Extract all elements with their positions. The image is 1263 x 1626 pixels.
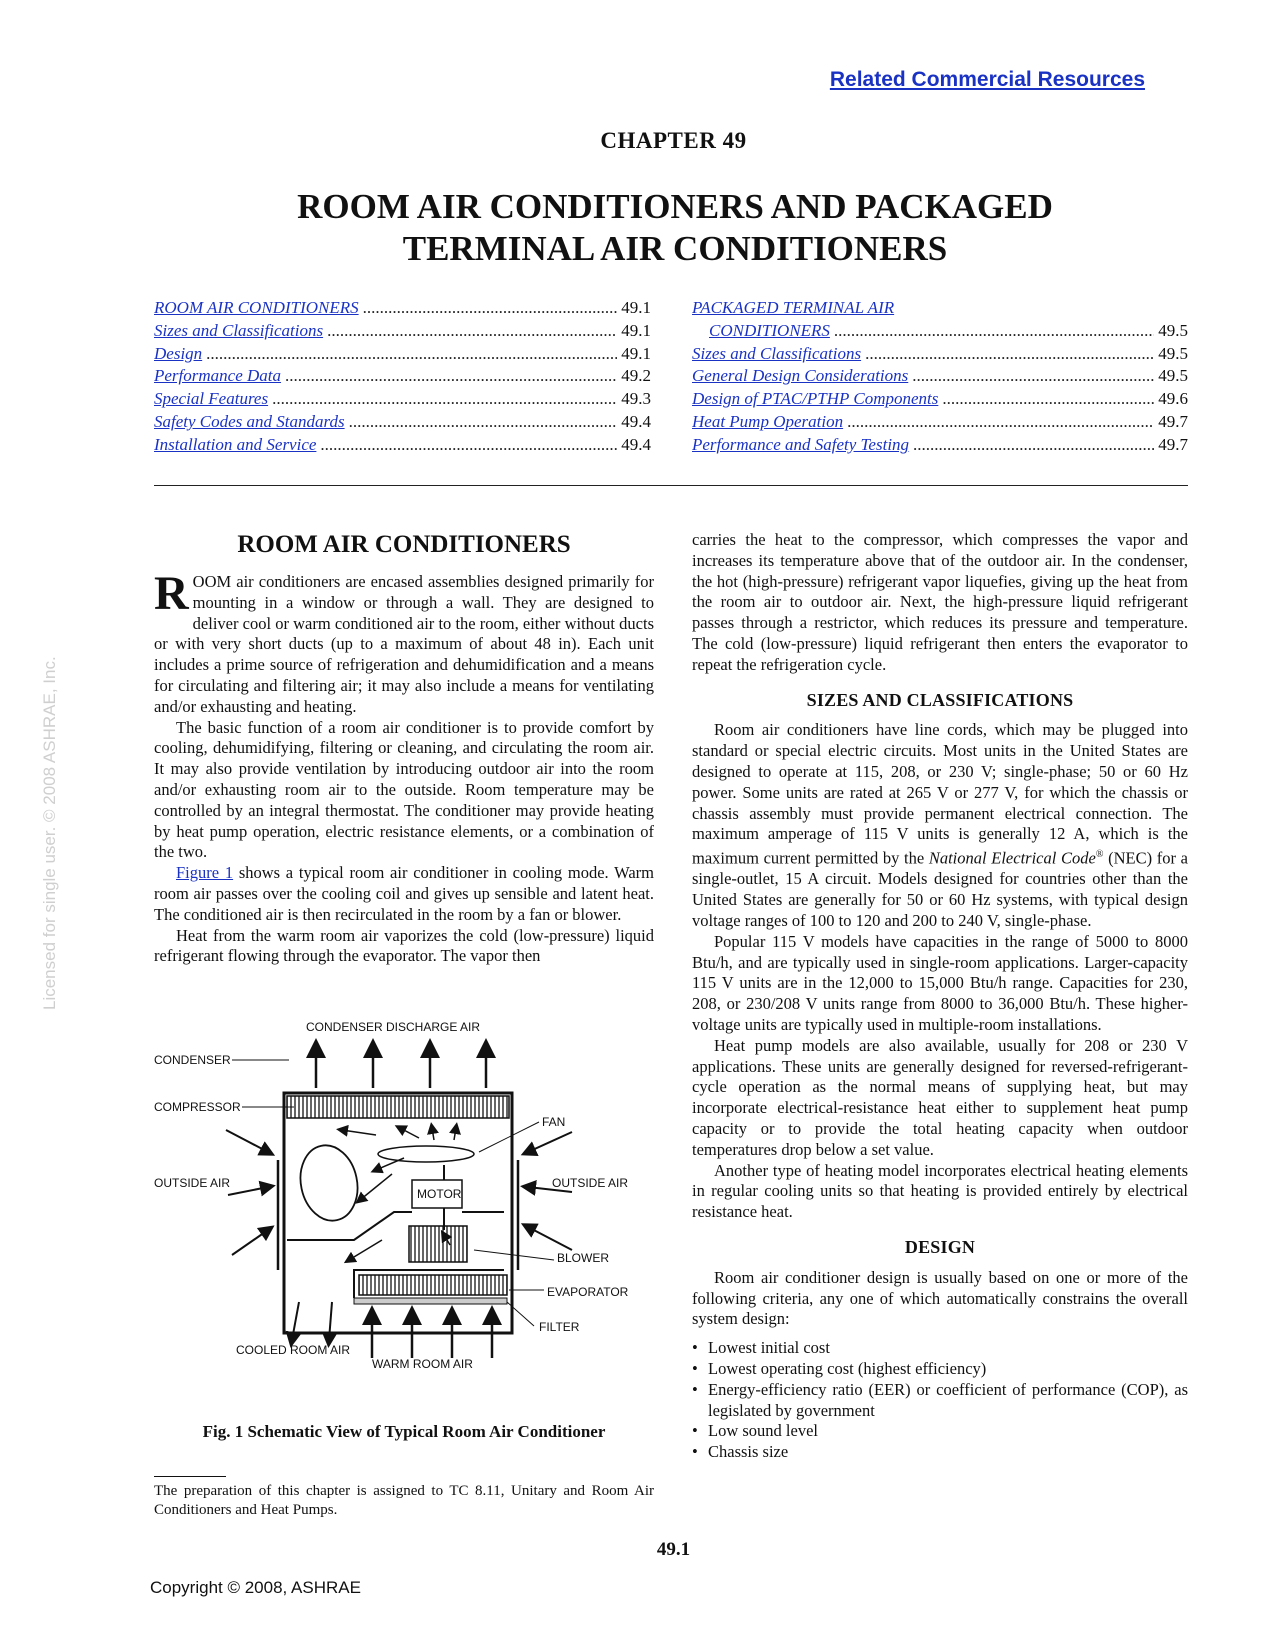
toc-entry[interactable]	[692, 320, 1188, 343]
toc-page: 49.7	[1158, 411, 1188, 431]
chapter-title-line-2: TERMINAL AIR CONDITIONERS	[402, 229, 948, 268]
toc-entry[interactable]	[154, 388, 651, 411]
toc-page: 49.5	[1158, 366, 1188, 386]
toc-link[interactable]: Safety Codes and Standards	[154, 411, 345, 431]
label-condenser-discharge: CONDENSER DISCHARGE AIR	[306, 1020, 481, 1034]
toc-link[interactable]: Sizes and Classifications	[154, 320, 324, 340]
paragraph: Heat from the warm room air vaporizes the cold (low-pressure) liquid refrigerant flowing through the evaporator. The vapor then	[154, 925, 654, 966]
criteria-list	[692, 1338, 1188, 1463]
label-warm-room-air: WARM ROOM AIR	[372, 1357, 473, 1371]
toc-link[interactable]: Design of PTAC/PTHP Components	[692, 389, 939, 409]
toc-page: 49.4	[621, 434, 651, 454]
figure-caption: Fig. 1 Schematic View of Typical Room Air Conditioner	[202, 1422, 606, 1441]
toc-link[interactable]: Special Features	[154, 389, 269, 409]
label-outside-air-right: OUTSIDE AIR	[552, 1176, 629, 1190]
toc-page: 49.5	[1158, 343, 1188, 363]
toc-entry[interactable]	[154, 434, 651, 457]
toc-page: 49.5	[1158, 320, 1188, 340]
paragraph: Figure 1 shows a typical room air conditioner in cooling mode. Warm room air passes over the cooling coil and gives up sensible and latent heat. The conditioned air is then recirculated in the room by a fan or blower.	[154, 863, 654, 924]
discharge-arrows	[316, 1048, 486, 1088]
evaporator-coil	[359, 1275, 507, 1295]
paragraph: Heat pump models are also available, usually for 208 or 230 V applications. These units are generally designed for reversed-refrigerant-cycle operation as the normal means of supplying heat, but may incorporate electrical-resistance heat either to supplement heat pump capacity or to provide the total heating capacity when outdoor temperatures drop below a set value.	[692, 1035, 1188, 1159]
toc-page: 49.4	[621, 411, 651, 431]
toc-link[interactable]: Performance and Safety Testing	[692, 434, 910, 454]
toc-entry[interactable]	[692, 411, 1188, 434]
section-heading: SIZES AND CLASSIFICATIONS	[806, 689, 1074, 710]
paragraph: Popular 115 V models have capacities in the range of 5000 to 8000 Btu/h, and are typically used in single-room applications. Larger-capacity 115 V units are in the 12,000 to 15,000 Btu/h range. Capacities for 230, 208, or 230/208 V units range from 8000 to 36,000 Btu/h. These higher-voltage units are typically used in multiple-room installations.	[692, 931, 1188, 1035]
chapter-number: CHAPTER 49	[600, 128, 747, 153]
paragraph: ROOM air conditioners are encased assemblies designed primarily for mounting in a window or through a wall. They are designed to deliver cool or warm conditioned air to the room, either without ducts or with very short ducts (up to a maximum of about 48 in). Each unit includes a prime source of refrigeration and dehumidification and a means for circulating and filtering air; it may also include a means for ventilating and/or exhausting and heating.	[154, 567, 654, 716]
section-heading: DESIGN	[904, 1237, 976, 1257]
related-resources-link[interactable]: Related Commercial Resources	[829, 68, 1145, 91]
paragraph: Room air conditioner design is usually based on one or more of the following criteria, any one of which automatically constrains the overall system design:	[692, 1267, 1188, 1329]
chapter-title	[150, 186, 1200, 270]
toc-link[interactable]: PACKAGED TERMINAL AIR	[692, 298, 895, 317]
toc-link[interactable]: Installation and Service	[154, 434, 317, 454]
toc-page: 49.1	[621, 343, 651, 363]
condenser-coil	[287, 1096, 509, 1118]
toc-page: 49.1	[621, 298, 651, 317]
toc-page: 49.2	[621, 366, 651, 386]
blower-wheel	[409, 1226, 467, 1262]
toc-link[interactable]: CONDITIONERS	[709, 320, 830, 340]
toc-link[interactable]: ROOM AIR CONDITIONERS	[154, 298, 359, 317]
license-watermark: Licensed for single user. © 2008 ASHRAE, Inc.	[40, 656, 59, 1010]
toc-entry[interactable]	[692, 434, 1188, 457]
left-column	[154, 530, 654, 967]
toc-entry[interactable]	[692, 365, 1188, 388]
toc-entry[interactable]	[692, 297, 1188, 320]
drop-cap: R	[154, 567, 189, 620]
compressor-shape	[294, 1140, 365, 1226]
toc-page: 49.1	[621, 320, 651, 340]
figure-1-schematic	[154, 1020, 654, 1420]
paragraph: carries the heat to the compressor, which compresses the vapor and increases its temperature above that of the outdoor air. In the condenser, the hot (high-pressure) refrigerant vapor liquefies, giving up the heat from the room air to outdoor air. Next, the high-pressure liquid refrigerant passes through a restrictor, which reduces its pressure and temperature. The cold (low-pressure) liquid refrigerant then enters the evaporator to repeat the refrigeration cycle.	[692, 530, 1188, 674]
chapter-title-line-1: ROOM AIR CONDITIONERS AND PACKAGED	[297, 187, 1053, 226]
copyright-notice: Copyright © 2008, ASHRAE	[150, 1578, 361, 1597]
toc-entry[interactable]	[154, 297, 651, 320]
toc-entry[interactable]	[692, 343, 1188, 366]
section-divider	[154, 485, 1188, 486]
toc-entry[interactable]	[692, 388, 1188, 411]
list-item: • Low sound level	[692, 1421, 1188, 1442]
paragraph: The basic function of a room air conditioner is to provide comfort by cooling, dehumidifying, filtering or cleaning, and circulating the room air. It may also provide ventilation by introducing outdoor air into the room and/or exhausting room air to the outside. Room temperature may be controlled by an integral thermostat. The conditioner may provide heating by heat pump operation, electric resistance elements, or a combination of the two.	[154, 717, 654, 862]
label-cooled-room-air: COOLED ROOM AIR	[236, 1343, 351, 1357]
list-item: • Chassis size	[692, 1442, 1188, 1463]
toc-page: 49.6	[1158, 389, 1188, 409]
label-condenser: CONDENSER	[154, 1053, 231, 1067]
label-compressor: COMPRESSOR	[154, 1100, 241, 1114]
paragraph: Another type of heating model incorporates electrical heating elements in regular cooling units so that heating is provided entirely by electrical resistance heat.	[692, 1160, 1188, 1222]
right-column	[692, 530, 1188, 1463]
toc-page: 49.3	[621, 389, 651, 409]
toc-left	[154, 297, 651, 457]
figure-link[interactable]: Figure 1	[176, 863, 234, 883]
footnote-rule	[154, 1476, 226, 1477]
list-item: • Lowest initial cost	[692, 1338, 1188, 1359]
toc-entry[interactable]	[154, 320, 651, 343]
toc-entry[interactable]	[154, 411, 651, 434]
label-evaporator: EVAPORATOR	[547, 1285, 629, 1299]
toc-link[interactable]: Design	[154, 343, 203, 363]
list-item: • Lowest operating cost (highest efficiency)	[692, 1359, 1188, 1380]
label-filter: FILTER	[539, 1320, 580, 1334]
toc-link[interactable]: Performance Data	[154, 366, 282, 386]
toc-page: 49.7	[1158, 434, 1188, 454]
label-blower: BLOWER	[557, 1251, 610, 1265]
list-item: • Energy-efficiency ratio (EER) or coefficient of performance (COP), as legislated by government	[692, 1380, 1188, 1422]
toc-entry[interactable]	[154, 365, 651, 388]
paragraph: Room air conditioners have line cords, which may be plugged into standard or special electric circuits. Most units in the United States are designed to operate at 115, 208, or 230 V; single-phase; 50 or 60 Hz power. Some units are rated at 265 V or 277 V, for which the chassis or chassis assembly must provide permanent electrical connection. The maximum amperage of 115 V units is generally 12 A, which is the maximum current permitted by the National Electrical Code® (NEC) for a single-outlet, 15 A circuit. Models designed for countries other than the United States are generally for 50 or 60 Hz systems, with typical design voltage ranges of 100 to 120 and 200 to 240 V, single-phase.	[692, 720, 1188, 931]
section-heading: ROOM AIR CONDITIONERS	[237, 531, 571, 558]
page-number: 49.1	[656, 1539, 691, 1560]
fan-blade	[378, 1146, 474, 1162]
toc-link[interactable]: Sizes and Classifications	[692, 343, 862, 363]
filter-element	[354, 1298, 507, 1304]
label-motor: MOTOR	[417, 1187, 462, 1201]
toc-link[interactable]: General Design Considerations	[692, 366, 909, 386]
toc-link[interactable]: Heat Pump Operation	[692, 411, 844, 431]
toc-entry[interactable]	[154, 343, 651, 366]
toc-right	[692, 297, 1188, 457]
label-outside-air-left: OUTSIDE AIR	[154, 1176, 231, 1190]
footnote: The preparation of this chapter is assigned to TC 8.11, Unitary and Room Air Conditioners and Heat Pumps.	[154, 1483, 654, 1518]
label-fan: FAN	[542, 1115, 566, 1129]
